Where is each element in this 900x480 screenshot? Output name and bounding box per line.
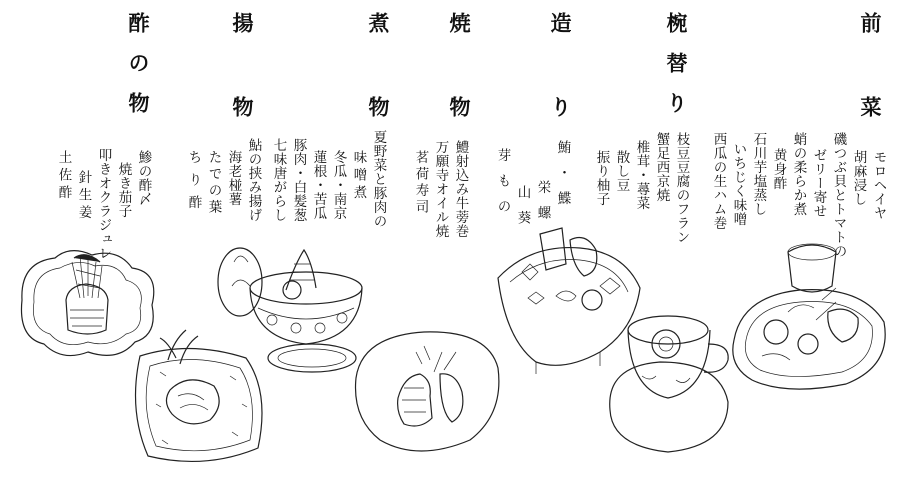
- tsukuri-bowl-illustration: [498, 228, 640, 374]
- heading-zensai: 前 菜: [858, 12, 883, 136]
- menu-item: 芽もの: [494, 148, 511, 225]
- menu-item: 茗荷寿司: [412, 150, 429, 216]
- menu-item: いちじく味噌: [730, 142, 747, 226]
- heading-agemono: 揚 物: [230, 12, 255, 136]
- menu-item: 海老椪薯: [225, 150, 242, 206]
- menu-item: 西瓜の生ハム巻: [710, 132, 727, 230]
- zensai-platter-illustration: [733, 244, 885, 389]
- menu-item: 鮎の挟み揚げ: [245, 138, 262, 222]
- agemono-dish-illustration: [136, 330, 263, 461]
- nimono-bowl-illustration: [218, 248, 362, 372]
- menu-item: 蛸の柔らか煮: [790, 132, 807, 216]
- menu-item: 七味唐がらし: [270, 138, 287, 222]
- menu-item: 叩きオクラジュレ: [95, 148, 112, 260]
- menu-item: たでの葉: [205, 150, 222, 216]
- heading-sunomono: 酢の物: [126, 12, 151, 132]
- menu-item: 鱧射込み牛蒡巻: [452, 140, 469, 238]
- menu-item: 椎茸・蕁菜: [633, 140, 650, 210]
- menu-item: 土佐酢: [55, 150, 72, 203]
- menu-item: 焼き茄子: [115, 162, 132, 218]
- menu-item: ゼリー寄せ: [810, 148, 827, 218]
- menu-item: 万願寺オイル焼: [432, 140, 449, 238]
- menu-item: 石川芋塩蒸し: [750, 132, 767, 216]
- menu-item: 振り柚子: [593, 150, 610, 206]
- wankawari-cup-illustration: [610, 316, 728, 452]
- menu-item: 散し豆: [613, 150, 630, 192]
- sunomono-dish-illustration: [21, 251, 153, 356]
- menu-item: 蟹足西京焼: [653, 132, 670, 202]
- menu-item: 蓮根・苦瓜: [310, 150, 327, 220]
- heading-wankawari: 椀替り: [664, 12, 689, 132]
- menu-item: 枝豆豆腐のフラン: [673, 132, 690, 244]
- menu-item: ちり酢: [185, 150, 202, 218]
- yakimono-plate-illustration: [356, 332, 499, 451]
- heading-nimono: 煮 物: [366, 12, 391, 136]
- menu-item: 磯つぶ貝とトマトの: [830, 132, 847, 258]
- menu-item: 山葵: [514, 185, 531, 236]
- menu-item: 味噌煮: [350, 150, 367, 203]
- heading-yakimono: 焼 物: [447, 12, 472, 136]
- menu-item: モロヘイヤ: [870, 150, 887, 220]
- menu-item: 栄螺: [534, 180, 551, 231]
- menu-item: 胡麻浸し: [850, 150, 867, 206]
- menu-item: 夏野菜と豚肉の: [370, 130, 387, 228]
- menu-item: 豚肉・白髪葱: [290, 138, 307, 222]
- menu-item: 針生姜: [75, 170, 92, 223]
- heading-tsukuri: 造 り: [548, 12, 573, 136]
- menu-item: 鮪・鰈: [554, 140, 571, 217]
- menu-item: 黄身酢: [770, 148, 787, 190]
- menu-item: 鯵の酢〆: [135, 150, 152, 206]
- menu-item: 冬瓜・南京: [330, 150, 347, 220]
